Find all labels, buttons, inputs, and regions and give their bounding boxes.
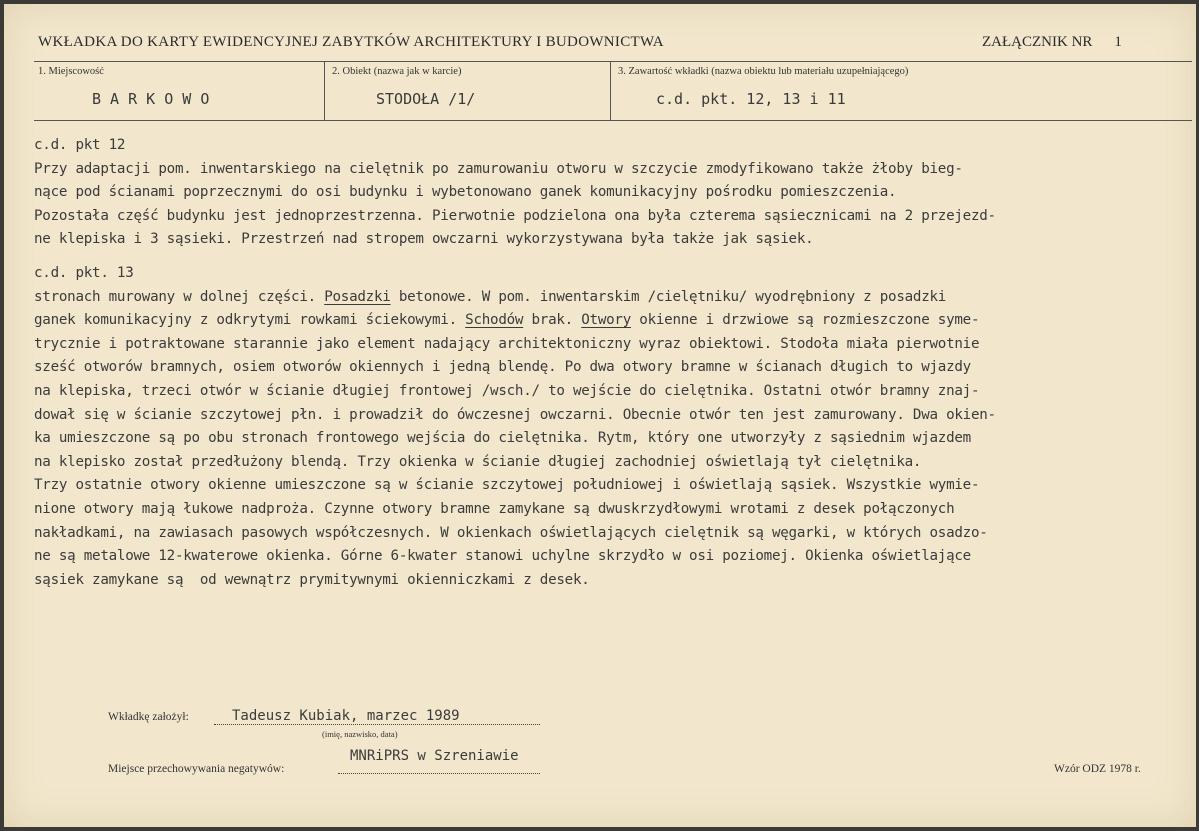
object-label: 2. Obiekt (nazwa jak w karcie) bbox=[332, 66, 462, 77]
text-fragment: okienne i drzwiowe są rozmieszczone syme- bbox=[631, 312, 980, 329]
text-fragment: stronach murowany w dolnej części. bbox=[34, 288, 325, 305]
author-hint: (imię, nazwisko, data) bbox=[322, 729, 398, 739]
author-dotted-line bbox=[214, 724, 540, 725]
text-line: sześć otworów bramnych, osiem otworów okiennych i jedną blendę. Po dwa otwory bramne w ścianach długich to wjazdy bbox=[34, 359, 971, 376]
author-value: Tadeusz Kubiak, marzec 1989 bbox=[232, 708, 460, 724]
text-line: nące pod ścianami poprzecznymi do osi budynku i wybetonowano ganek komunikacyjny pośrodku pomieszczenia. bbox=[34, 184, 897, 201]
object-value: STODOŁA /1/ bbox=[376, 90, 476, 108]
text-line: trycznie i potraktowane starannie jako element nadający architektoniczny wyraz obiektowi. Stodoła miała pierwotnie bbox=[34, 335, 980, 352]
locality-value: B A R K O W O bbox=[92, 90, 210, 108]
typed-text-body bbox=[34, 134, 1184, 592]
locality-label: 1. Miejscowość bbox=[38, 66, 104, 77]
author-label: Wkładkę założył: bbox=[108, 711, 189, 723]
text-fragment: brak. bbox=[523, 312, 582, 329]
underlined-term-schodow: Schodów bbox=[465, 312, 524, 329]
text-line: Przy adaptacji pom. inwentarskiego na cielętnik po zamurowaniu otworu w szczycie zmodyfikowano także żłoby bieg- bbox=[34, 160, 963, 177]
document-title: WKŁADKA DO KARTY EWIDENCYJNEJ ZABYTKÓW ARCHITEKTURY I BUDOWNICTWA bbox=[38, 34, 664, 50]
section-heading-12: c.d. pkt 12 bbox=[34, 137, 126, 153]
text-line bbox=[34, 309, 1184, 333]
section-12-text bbox=[34, 158, 1184, 252]
annex-value: 1 bbox=[1114, 34, 1122, 50]
text-line: ne klepiska i 3 sąsieki. Przestrzeń nad stropem owczarni wykorzystywana była także jak sąsiek. bbox=[34, 231, 814, 248]
content-label: 3. Zawartość wkładki (nazwa obiektu lub materiału uzupełniającego) bbox=[618, 66, 909, 77]
underlined-term-posadzki: Posadzki bbox=[324, 288, 391, 305]
storage-label: Miejsce przechowywania negatywów: bbox=[108, 763, 285, 775]
storage-value: MNRiPRS w Szreniawie bbox=[350, 748, 519, 764]
field-divider-2 bbox=[610, 61, 611, 120]
text-line: nione otwory mają łukowe nadproża. Czynne otwory bramne zamykane są dwuskrzydłowymi wrotami z desek połączonych bbox=[34, 500, 955, 517]
field-divider-1 bbox=[324, 61, 325, 120]
text-line: Pozostała część budynku jest jednoprzestrzenna. Pierwotnie podzielona ona była czterema sąsiecznicami na 2 przejezd- bbox=[34, 207, 996, 224]
text-line: ne są metalowe 12-kwaterowe okienka. Górne 6-kwater stanowi uchylne skrzydło w osi poziomej. Okienka oświetlające bbox=[34, 548, 971, 565]
underlined-term-otwory: Otwory bbox=[581, 312, 632, 329]
field-box-bottom-line bbox=[34, 120, 1192, 121]
text-fragment: ganek komunikacyjny z odkrytymi rowkami ściekowymi. bbox=[34, 312, 466, 329]
text-line: ka umieszczone są po obu stronach frontowego wejścia do cielętnika. Rytm, który one utworzyły z sąsiednim wjazdem bbox=[34, 430, 971, 447]
text-line: na klepiska, trzeci otwór w ścianie długiej frontowej /wsch./ to wejście do cielętnika. Ostatni otwór bramny znaj- bbox=[34, 382, 980, 399]
text-line bbox=[34, 286, 1184, 310]
content-value: c.d. pkt. 12, 13 i 11 bbox=[656, 90, 846, 108]
storage-dotted-line bbox=[338, 773, 540, 774]
text-fragment: betonowe. W pom. inwentarskim /cielętniku/ wyodrębniony z posadzki bbox=[390, 288, 947, 305]
form-label: Wzór ODZ 1978 r. bbox=[1054, 763, 1141, 775]
annex-label: ZAŁĄCZNIK NR bbox=[982, 34, 1093, 50]
section-heading-13: c.d. pkt. 13 bbox=[34, 264, 134, 281]
text-line: na klepisko został przedłużony blendą. Trzy okienka w ścianie długiej zachodniej oświetlają tył cielętnika. bbox=[34, 453, 922, 470]
field-box-top-line bbox=[34, 61, 1192, 62]
annex-number bbox=[982, 34, 1122, 51]
section-13-text bbox=[34, 286, 1184, 593]
text-line: dował się w ścianie szczytowej płn. i prowadził do ówczesnej owczarni. Obecnie otwór ten jest zamurowany. Dwa okien- bbox=[34, 406, 996, 423]
text-line: nakładkami, na zawiasach pasowych współczesnych. W okienkach oświetlających cielętnik są węgarki, w których osadzo- bbox=[34, 524, 988, 541]
text-line: Trzy ostatnie otwory okienne umieszczone są w ścianie szczytowej południowej i oświetlają sąsiek. Wszystkie wymie- bbox=[34, 477, 980, 494]
record-card bbox=[4, 4, 1196, 827]
text-line: sąsiek zamykane są od wewnątrz prymitywnymi okienniczkami z desek. bbox=[34, 571, 590, 588]
